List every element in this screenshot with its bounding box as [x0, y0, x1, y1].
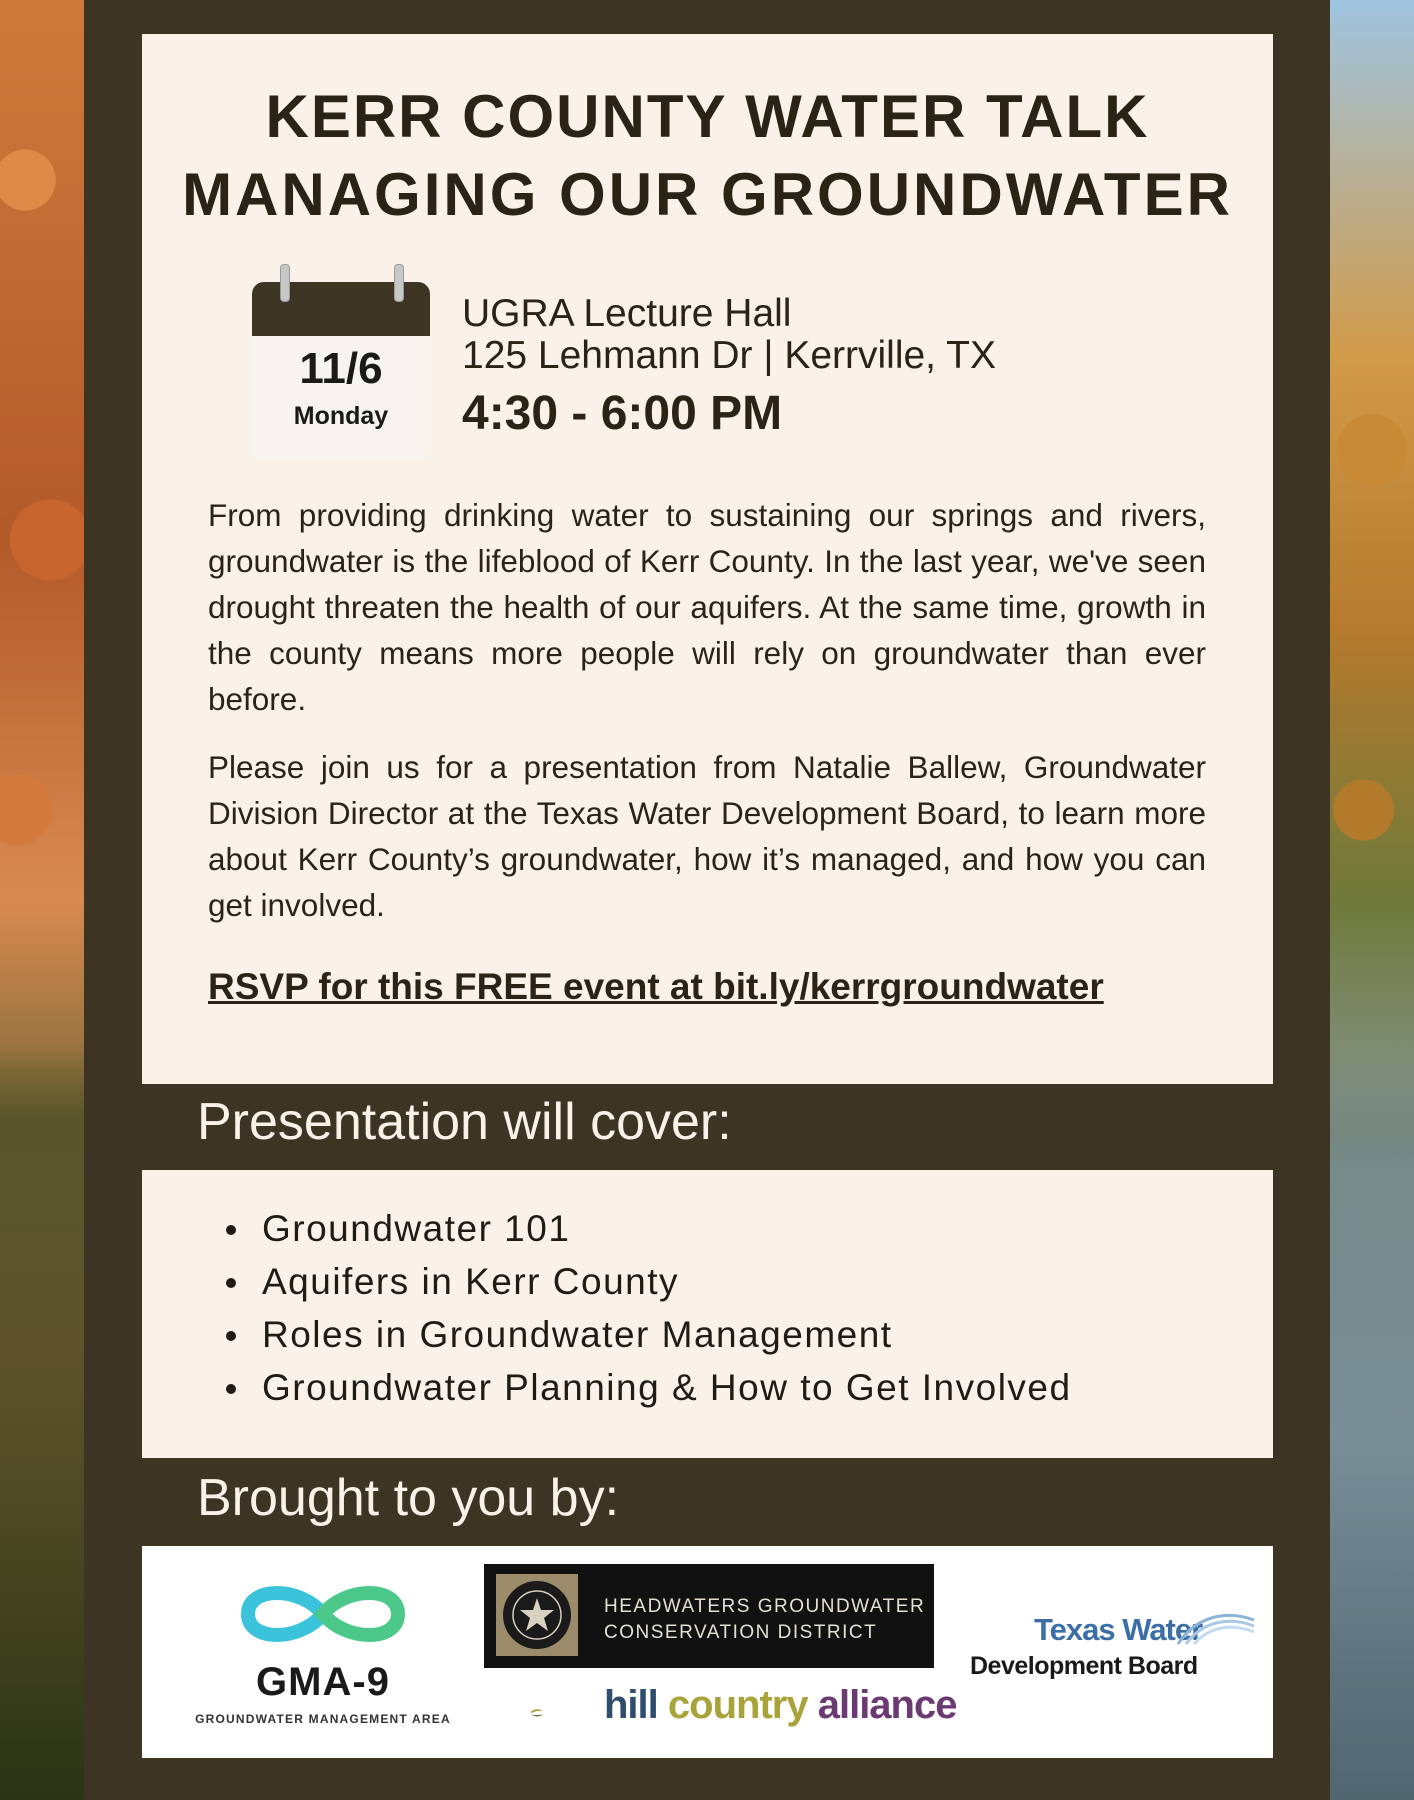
- topics-list: [212, 1202, 1072, 1414]
- flyer-subtitle: MANAGING OUR GROUNDWATER: [182, 161, 1233, 228]
- background-photo-right: [1330, 0, 1414, 1800]
- hill-country-alliance-hand-icon: [530, 1686, 600, 1740]
- gma-name: GMA-9: [256, 1660, 390, 1704]
- topics-heading: Presentation will cover:: [197, 1093, 732, 1151]
- presenter-paragraph: Please join us for a presentation from Natalie Ballew, Groundwater Division Director at the Texas Water Development Board, to learn more about Kerr County’s groundwater, how it’s managed, and how you can get involved.: [208, 749, 1206, 923]
- calendar-ring-left: [280, 264, 290, 302]
- list-item: Aquifers in Kerr County: [212, 1255, 1072, 1308]
- hca-alliance: alliance: [817, 1683, 957, 1727]
- gma-subtitle: GROUNDWATER MANAGEMENT AREA: [195, 1712, 451, 1726]
- hgcd-seal-icon: [496, 1574, 578, 1656]
- event-address: 125 Lehmann Dr | Kerrville, TX: [462, 334, 996, 377]
- background-photo-left: [0, 0, 84, 1800]
- intro-paragraph: From providing drinking water to sustaining our springs and rivers, groundwater is the lifeblood of Kerr County. In the last year, we've seen drought threaten the health of our aquifers. At the same time, growth in the county means more people will rely on groundwater than ever before.: [208, 497, 1206, 717]
- list-item: Groundwater 101: [212, 1202, 1072, 1255]
- rsvp-link[interactable]: RSVP for this FREE event at bit.ly/kerrgroundwater: [208, 966, 1104, 1007]
- flyer-title: KERR COUNTY WATER TALK: [265, 83, 1150, 150]
- hgcd-name-line1: HEADWATERS GROUNDWATER: [604, 1596, 926, 1617]
- event-venue: UGRA Lecture Hall: [462, 292, 792, 335]
- event-day: Monday: [293, 402, 389, 430]
- hill-country-alliance-logo: [604, 1683, 956, 1728]
- event-date: 11/6: [299, 344, 383, 393]
- hgcd-name-line2: CONSERVATION DISTRICT: [604, 1622, 878, 1643]
- twdb-name-line2: Development Board: [970, 1652, 1198, 1680]
- twdb-name-line1: Texas Water: [1034, 1612, 1203, 1647]
- hca-country: country: [667, 1683, 808, 1727]
- event-time: 4:30 - 6:00 PM: [462, 387, 783, 440]
- calendar-ring-right: [394, 264, 404, 302]
- calendar-icon: [252, 262, 430, 460]
- hgcd-logo: [484, 1564, 934, 1668]
- list-item: Roles in Groundwater Management: [212, 1308, 1072, 1361]
- sponsors-heading: Brought to you by:: [197, 1469, 620, 1527]
- twdb-wave-icon: [1176, 1606, 1256, 1646]
- hca-hill: hill: [604, 1683, 658, 1727]
- list-item: Groundwater Planning & How to Get Involved: [212, 1361, 1072, 1414]
